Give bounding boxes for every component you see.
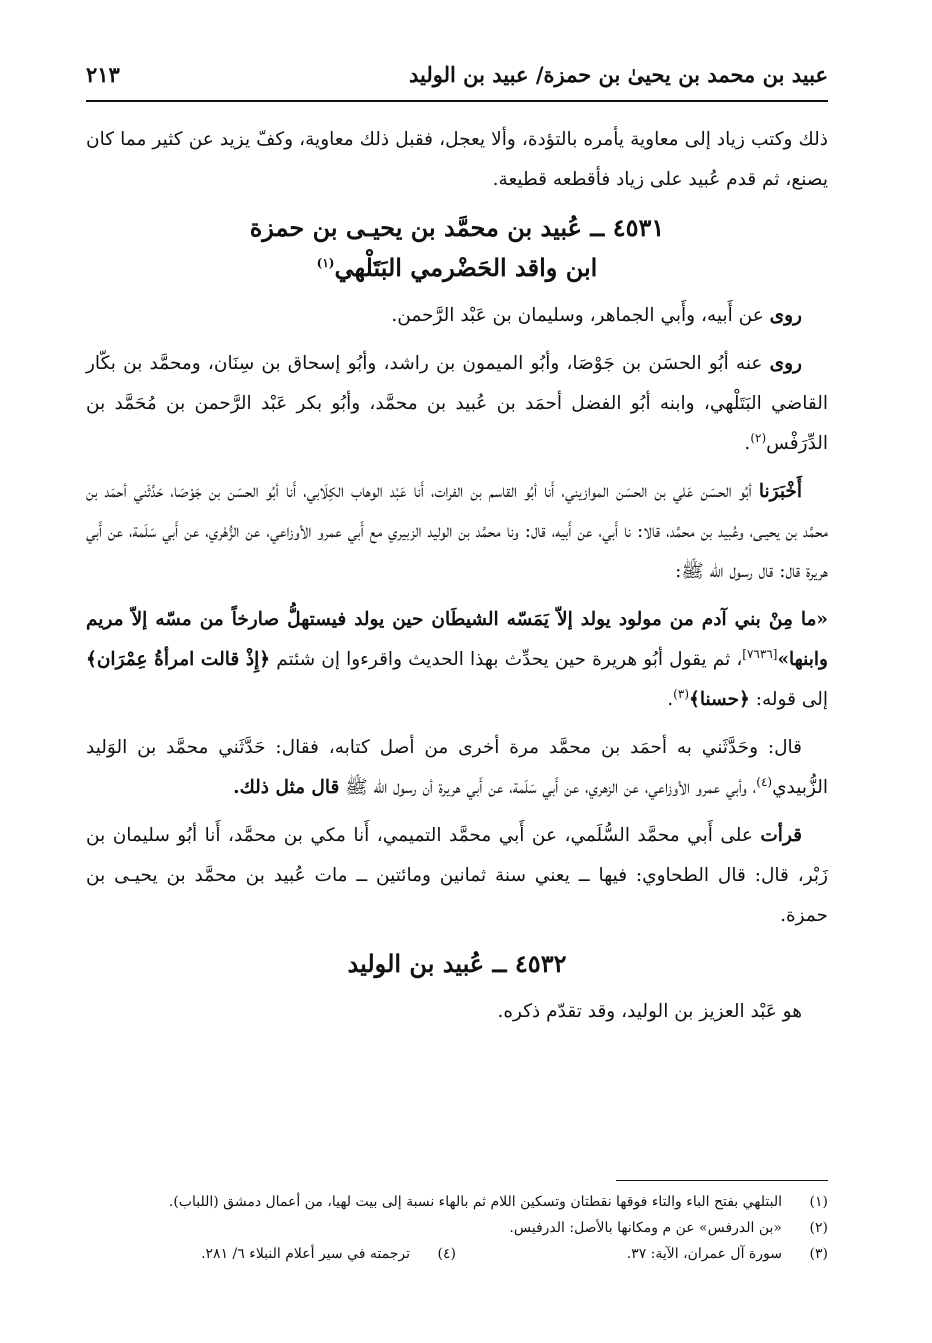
rawa-anhu-lead: روى xyxy=(769,353,802,374)
entry-4532-paragraph xyxy=(86,992,828,1032)
quran-verse-2: ﴿حسنا﴾ xyxy=(689,689,750,710)
entry-4531-title-line2-text: ابن واقد الحَضْرمي البَتَلْهي xyxy=(334,253,598,282)
footnote-1-number: (١) xyxy=(809,1194,828,1210)
footnote-4-text: ترجمته في سير أعلام النبلاء ٦/ ٢٨١. xyxy=(201,1246,410,1262)
rawa-anhu-text: عنه أبُو الحسَن بن جَوْصَا، وأبُو الميمون بن راشد، وأبُو إسحاق بن سِنَان، ومحمَّد بن بكّار القاضي البَتَلْهي، وابنه أبُو الفضل أحمَد بن عُبيد بن محمَّد، وأبُو بكر عَبْد الرَّحمن بن مُحَمَّد بن الدِّرَفْس xyxy=(86,353,828,454)
footnote-3-text: سورة آل عمران، الآية: ٣٧. xyxy=(626,1246,782,1262)
entry-4532-text: هو عَبْد العزيز بن الوليد، وقد تقدّم ذكره. xyxy=(497,1001,802,1022)
footnote-ref-2: (٢) xyxy=(750,430,767,445)
header-rule xyxy=(86,100,828,102)
hadith-text: «ما مِنْ بني آدم من مولود يولد إلاّ يَمَسّه الشيطَان حين يولد فيستهلُّ صارخاً من مسّه إلاّ مريم وابنها» xyxy=(86,609,828,670)
entry-4532-title xyxy=(86,944,828,984)
footnote-1-text: البتلهي بفتح الباء والتاء فوقها نقطتان وتسكين اللام ثم بالهاء نسبة إلى بيت لهيا، من أعمال دمشق (اللباب). xyxy=(168,1194,782,1210)
rawa-lead: روى xyxy=(769,305,802,326)
continuation-paragraph xyxy=(86,120,828,200)
footnote-2 xyxy=(86,1216,828,1242)
footnote-3-4-row xyxy=(86,1242,828,1268)
footnote-rule xyxy=(616,1180,828,1181)
rawa-paragraph xyxy=(86,296,828,336)
footnote-2-text: «بن الدرفس» عن م ومكانها بالأصل: الدرفيس. xyxy=(509,1220,782,1236)
hadith-after-text: ، ثم يقول أبُو هريرة حين يحدِّث بهذا الحديث واقرءوا إن شئتم xyxy=(276,649,743,670)
footnotes xyxy=(86,1190,828,1268)
continuation-text: ذلك وكتب زياد إلى معاوية يأمره بالتؤدة، وألا يعجل، فقبل ذلك معاوية، وكفّ يزيد عن كثير مما كان يصنع، ثم قدم عُبيد على زياد فأقطعه قطيعة. xyxy=(86,129,828,190)
rawa-text: عن أَبيه، وأَبي الجماهر، وسليمان بن عَبْد الرَّحمن. xyxy=(391,305,764,326)
entry-4531-title-line1: ٤٥٣١ ــ عُبيد بن محمَّد بن يحيـى بن حمزة xyxy=(249,213,665,242)
qala-paragraph xyxy=(86,728,828,808)
running-header xyxy=(86,62,828,96)
footnote-ref-4: (٤) xyxy=(756,774,773,789)
qala-text-b: ، وأبي عمرو الأوزاعي، عن الزهري، عن أَبي سَلَمة، عن أَبي هريرة أن رسول الله ﷺ xyxy=(345,777,757,798)
qala-text-a: قال: وحَدَّثَني به أحمَد بن محمَّد مرة أخرى من أصل كتابه، فقال: حَدَّثَني محمَّد بن الوَليد الزُّبيدي xyxy=(86,737,828,798)
qaraat-paragraph xyxy=(86,816,828,936)
rawa-anhu-paragraph: روى عنه أبُو الحسَن بن جَوْصَا، وأبُو الميمون بن راشد، وأبُو إسحاق بن سِنَان، ومحمَّد بن بكّار القاضي البَتَلْهي، وابنه أبُو الفضل أحمَد بن عُبيد بن محمَّد، وأبُو بكر عَبْد الرَّحمن بن مُحَمَّد بن الدِّرَفْس$^{(٢)}$. xyxy=(86,353,828,454)
footnote-1 xyxy=(86,1190,828,1216)
footnote-ref-1: (١) xyxy=(316,256,335,270)
qala-bold-end: قال مثل ذلك. xyxy=(233,777,340,798)
page-number: ٢١٣ xyxy=(86,62,120,87)
footnote-4-number: (٤) xyxy=(437,1246,456,1262)
entry-4531-title-line2 xyxy=(86,248,828,288)
quran-verse-1: ﴿إِذْ قالت امرأةُ عِمْرَان﴾ xyxy=(86,649,271,670)
akhbarana-lead: أَخْبَرَنا xyxy=(758,481,802,502)
footnote-2-number: (٢) xyxy=(809,1220,828,1236)
footnote-ref-3: (٣) xyxy=(673,686,689,701)
qaraat-text: على أَبي محمَّد السُّلَمي، عن أَبي محمَّد التميمي، أَنا مكي بن محمَّد، أَنا أبُو سليمان بن زَبْر، قال: قال الطحاوي: فيها ــ يعني سنة ثمانين ومائتين ــ مات عُبيد بن محمَّد بن يحيـى بن حمزة. xyxy=(86,825,828,926)
ila-qawlihi: إلى قوله: xyxy=(755,689,828,710)
body-text xyxy=(86,120,828,1040)
footnote-3-number: (٣) xyxy=(809,1246,828,1262)
entry-4531-title xyxy=(86,208,828,288)
hadith-reference-number: [٧٦٣٦] xyxy=(742,646,778,661)
entry-4532-title-text: ٤٥٣٢ ــ عُبيد بن الوليد xyxy=(347,949,567,978)
akhbarana-text: أبُو الحسَن عَلي بن الحسَن الموازيني، أَنا أبُو القاسم بن الفرات، أَنا عَبْد الوهاب الكِلَابي، أَنا أبُو الحسَن بن جَوْصَا، حَدَّثَني أحمَد بن محمَّد بن يحيـى، وعُبيد بن محمَّد، قالا: نا أَبي، عن أَبيه، قال: ونا محمَّد بن الوليد الزبيري مع أَبي عمرو الأوزاعي، عن الزُّهْري، عن أَبي سَلَمة، عن أَبي هريرة قال: قال رسول الله ﷺ: xyxy=(86,481,828,582)
akhbarana-paragraph xyxy=(86,472,828,592)
hadith-paragraph: «ما مِنْ بني آدم من مولود يولد إلاّ يَمَسّه الشيطَان حين يولد فيستهلُّ صارخاً من مسّه إلاّ مريم وابنها»[٧٦٣٦]، ثم يقول أبُو هريرة حين يحدِّث بهذا الحديث واقرءوا إن شئتم ﴿إِذْ قالت امرأةُ عِمْرَان﴾ إلى قوله: ﴿حسنا﴾$^{(٣)}$. xyxy=(86,609,828,710)
running-title: عبيد بن محمد بن يحيىٰ بن حمزة/ عبيد بن الوليد xyxy=(408,62,828,87)
qaraat-lead: قرأت xyxy=(760,825,802,846)
